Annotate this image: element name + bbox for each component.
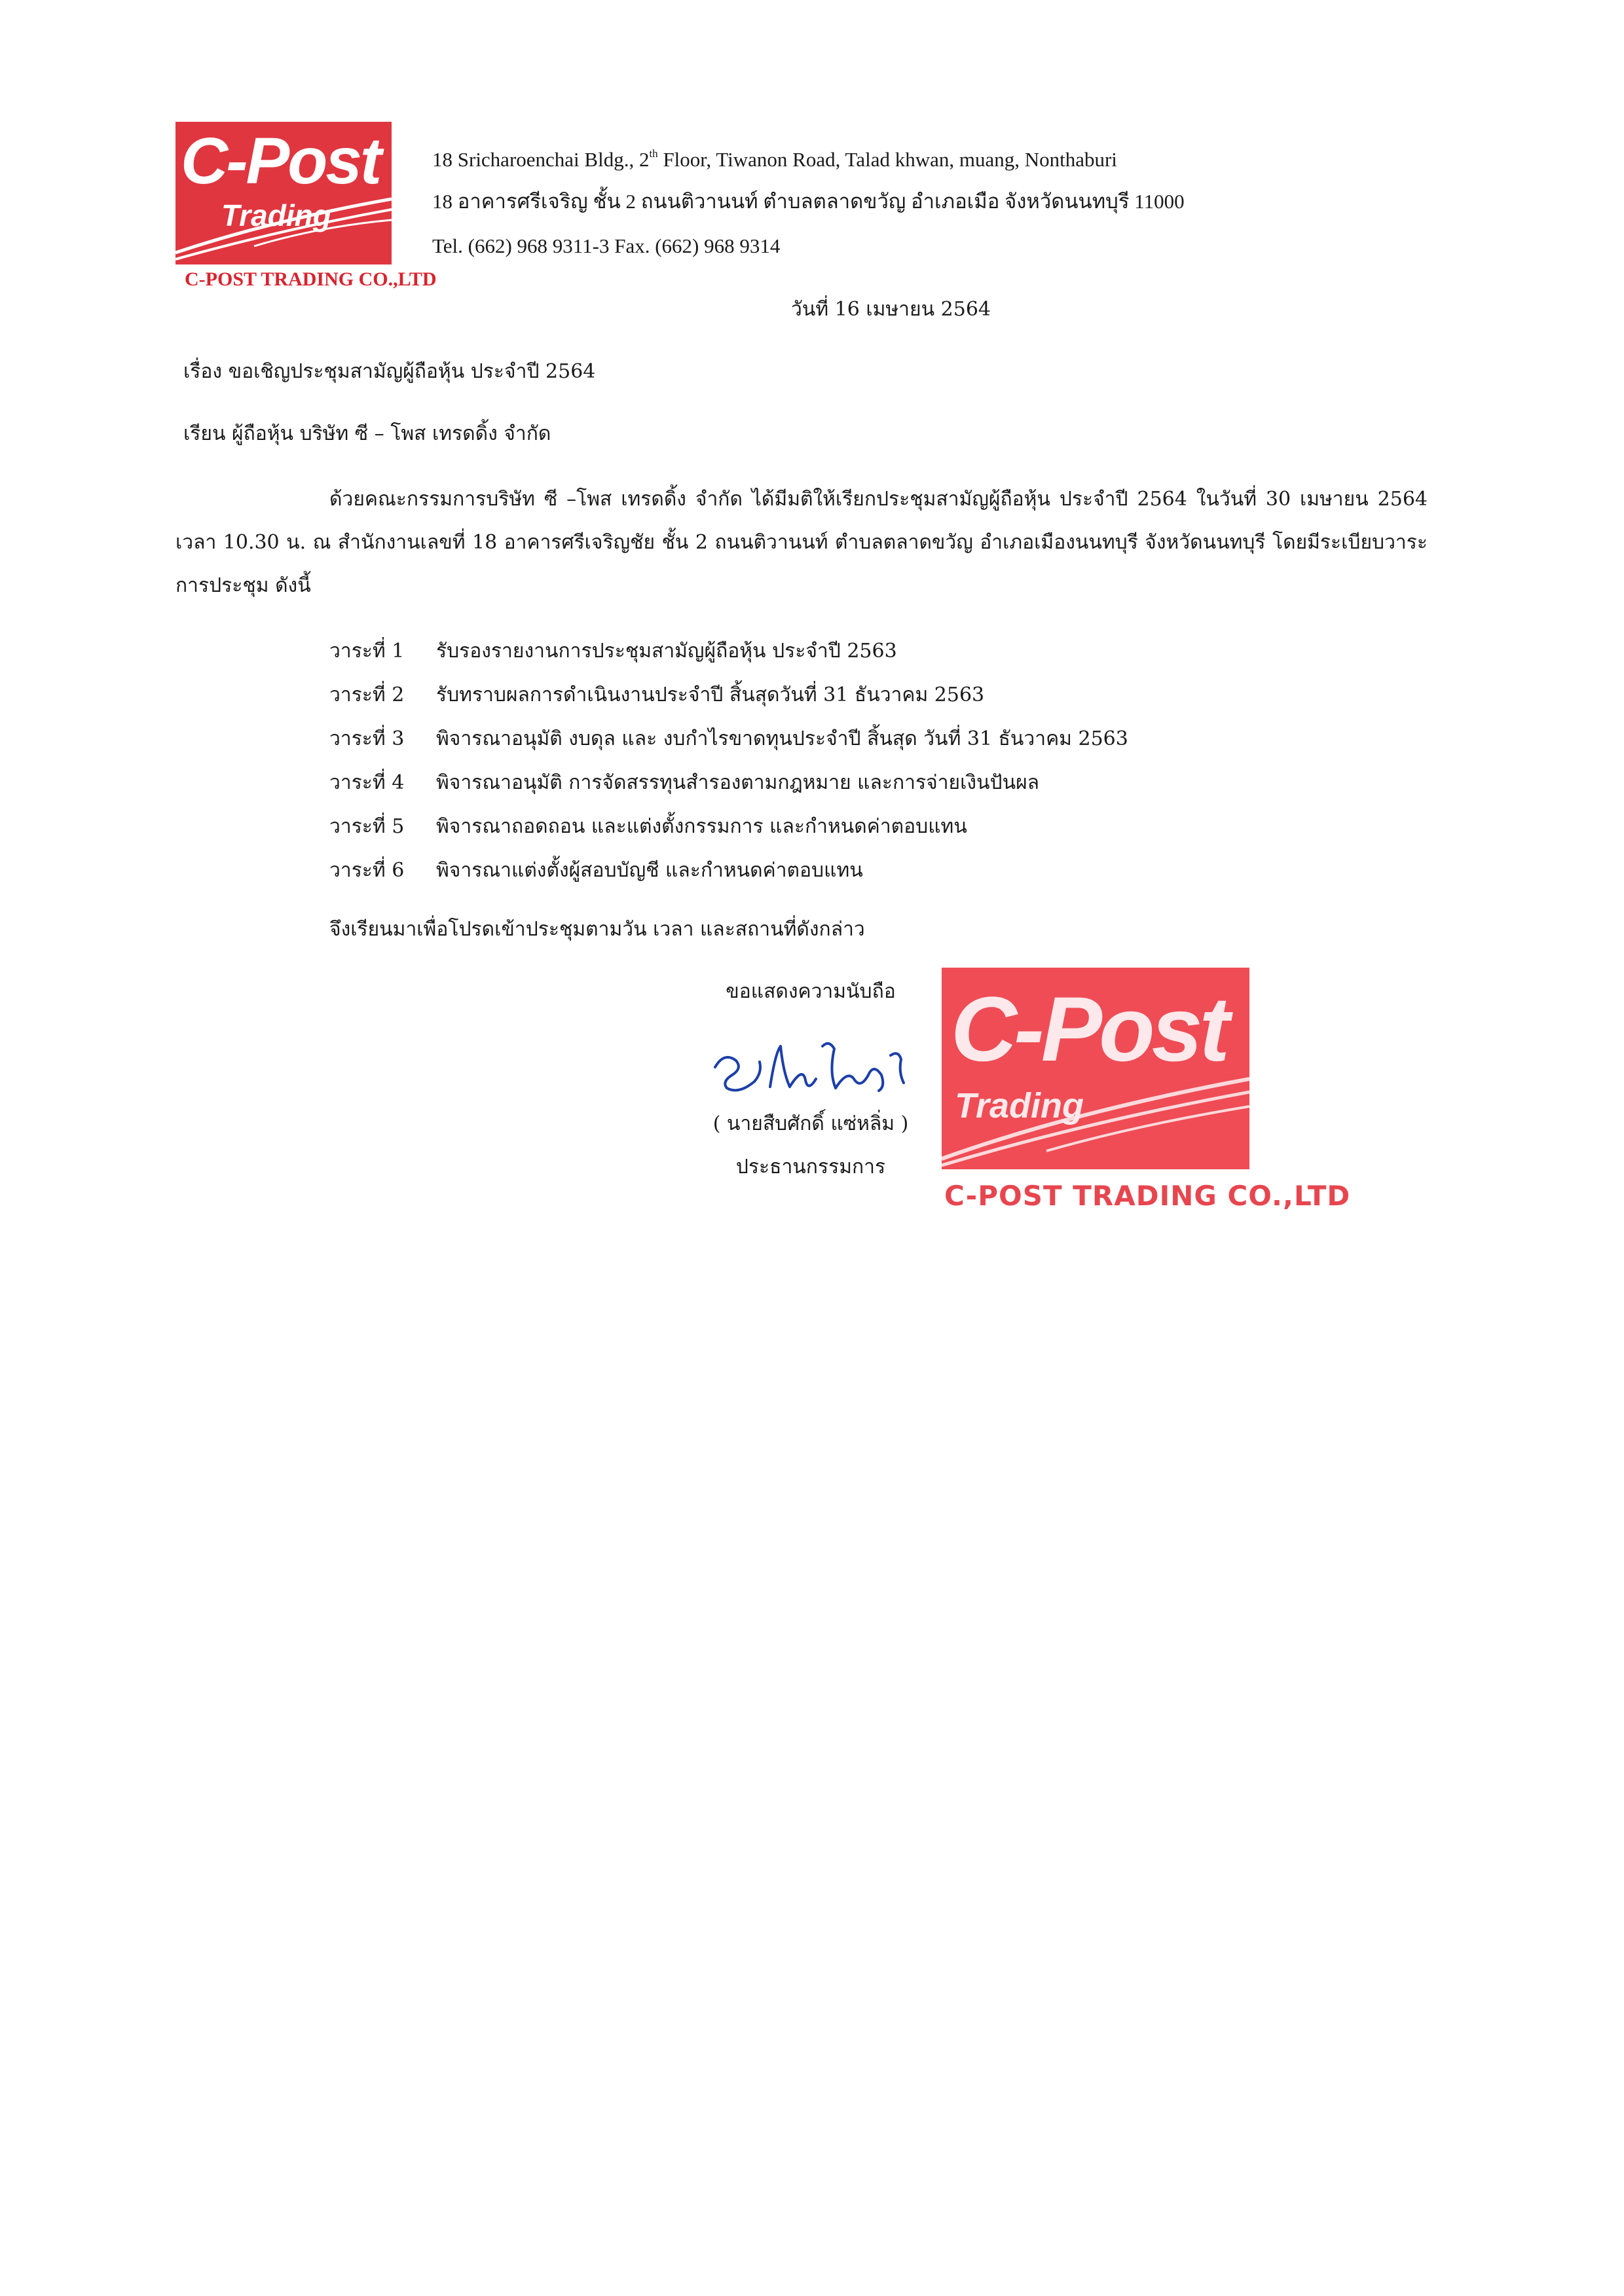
logo-sub-text: Trading — [221, 198, 331, 232]
agenda-item: วาระที่ 2 รับทราบผลการดำเนินงานประจำปี สิ้นสุดวันที่ 31 ธันวาคม 2563 — [329, 683, 985, 706]
signatory-name: ( นายสืบศักดิ์ แซ่หลิ่ม ) — [712, 1112, 909, 1135]
contact-info: Tel. (662) 968 9311-3 Fax. (662) 968 9314 — [432, 234, 781, 257]
letter-subject: เรื่อง ขอเชิญประชุมสามัญผู้ถือหุ้น ประจำปี 2564 — [183, 360, 596, 383]
signatory-position: ประธานกรรมการ — [735, 1156, 886, 1178]
stamp-main-text: C-Post — [951, 977, 1227, 1080]
logo-caption: C-POST TRADING CO.,LTD — [185, 268, 437, 290]
company-logo — [175, 122, 392, 264]
agenda-item: วาระที่ 5 พิจารณาถอดถอน และแต่งตั้งกรรมการ และกำหนดค่าตอบแทน — [329, 815, 967, 838]
letter-date: วันที่ 16 เมษายน 2564 — [791, 298, 991, 321]
address-thai: 18 อาคารศรีเจริญ ชั้น 2 ถนนติวานนท์ ตำบลตลาดขวัญ อำเภอเมือ จังหวัดนนทบุรี 11000 — [432, 190, 1185, 213]
letter-recipient: เรียน ผู้ถือหุ้น บริษัท ซี – โพส เทรดดิ้ง จำกัด — [183, 422, 551, 445]
agenda-item: วาระที่ 6 พิจารณาแต่งตั้งผู้สอบบัญชี และกำหนดค่าตอบแทน — [329, 859, 863, 882]
agenda-item: วาระที่ 3 พิจารณาอนุมัติ งบดุล และ งบกำไรขาดทุนประจำปี สิ้นสุด วันที่ 31 ธันวาคม 2563 — [329, 727, 1128, 750]
logo-main-text: C-Post — [181, 124, 380, 198]
letter-closing: จึงเรียนมาเพื่อโปรดเข้าประชุมตามวัน เวลา และสถานที่ดังกล่าว — [329, 918, 865, 941]
handwritten-signature — [707, 1027, 917, 1099]
stamp-caption: C-POST TRADING CO.,LTD — [944, 1180, 1351, 1212]
regards-text: ขอแสดงความนับถือ — [726, 980, 896, 1003]
agenda-item: วาระที่ 1 รับรองรายงานการประชุมสามัญผู้ถือหุ้น ประจำปี 2563 — [329, 640, 897, 663]
stamp-sub-text: Trading — [955, 1086, 1084, 1125]
letter-body: ด้วยคณะกรรมการบริษัท ซี –โพส เทรดดิ้ง จำกัด ได้มีมติให้เรียกประชุมสามัญผู้ถือหุ้น ประจำปี 2564 ในวันที่ 30 เมษายน 2564 เวลา 10.30 น. ณ สำนักงานเลขที่ 18 อาคารศรีเจริญชัย ชั้น 2 ถนนติวานนท์ ตำบลตลาดขวัญ อำเภอเมืองนนทบุรี จังหวัดนนทบุรี โดยมีระเบียบวาระการประชุม ดังนี้ — [175, 488, 1428, 597]
company-stamp — [942, 968, 1249, 1169]
address-english: 18 Sricharoenchai Bldg., 2th Floor, Tiwanon Road, Talad khwan, muang, Nonthaburi — [432, 147, 1117, 171]
agenda-item: วาระที่ 4 พิจารณาอนุมัติ การจัดสรรทุนสำรองตามกฎหมาย และการจ่ายเงินปันผล — [329, 771, 1040, 794]
